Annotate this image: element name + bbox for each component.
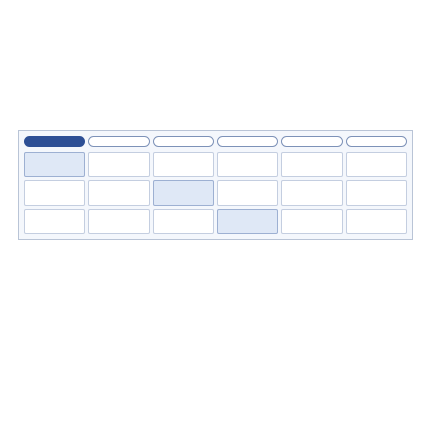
figure-cell	[346, 209, 407, 234]
note-column-left	[10, 248, 210, 416]
figure-cell	[217, 209, 278, 234]
figure-cell	[24, 152, 85, 177]
figure-header-block	[153, 136, 214, 147]
figure-cell	[153, 180, 214, 205]
figure-cell	[24, 180, 85, 205]
figure-cell	[281, 180, 342, 205]
figure-cell	[88, 180, 149, 205]
figure-cell	[153, 152, 214, 177]
figure-cell	[346, 152, 407, 177]
document-heading	[10, 4, 421, 19]
figure-header-block	[281, 136, 342, 147]
figure-header-row	[24, 136, 407, 147]
figure-cell	[281, 209, 342, 234]
figure-cell	[88, 209, 149, 234]
figure-header-block	[346, 136, 407, 147]
figure-caption	[10, 115, 421, 128]
figure-cell	[88, 152, 149, 177]
figure-cell	[281, 152, 342, 177]
figure-cell	[217, 152, 278, 177]
note-column-right	[222, 248, 422, 416]
section-heading	[10, 38, 421, 51]
figure-header-block	[217, 136, 278, 147]
intro-paragraph	[10, 53, 421, 109]
document-subheading	[10, 21, 421, 35]
figure-cell	[346, 180, 407, 205]
framework-figure	[18, 130, 413, 240]
figure-cell	[153, 209, 214, 234]
figure-cell	[217, 180, 278, 205]
figure-grid	[24, 152, 407, 234]
figure-cell	[24, 209, 85, 234]
notes-columns	[10, 248, 421, 416]
figure-header-block	[88, 136, 149, 147]
figure-header-block	[24, 136, 85, 147]
